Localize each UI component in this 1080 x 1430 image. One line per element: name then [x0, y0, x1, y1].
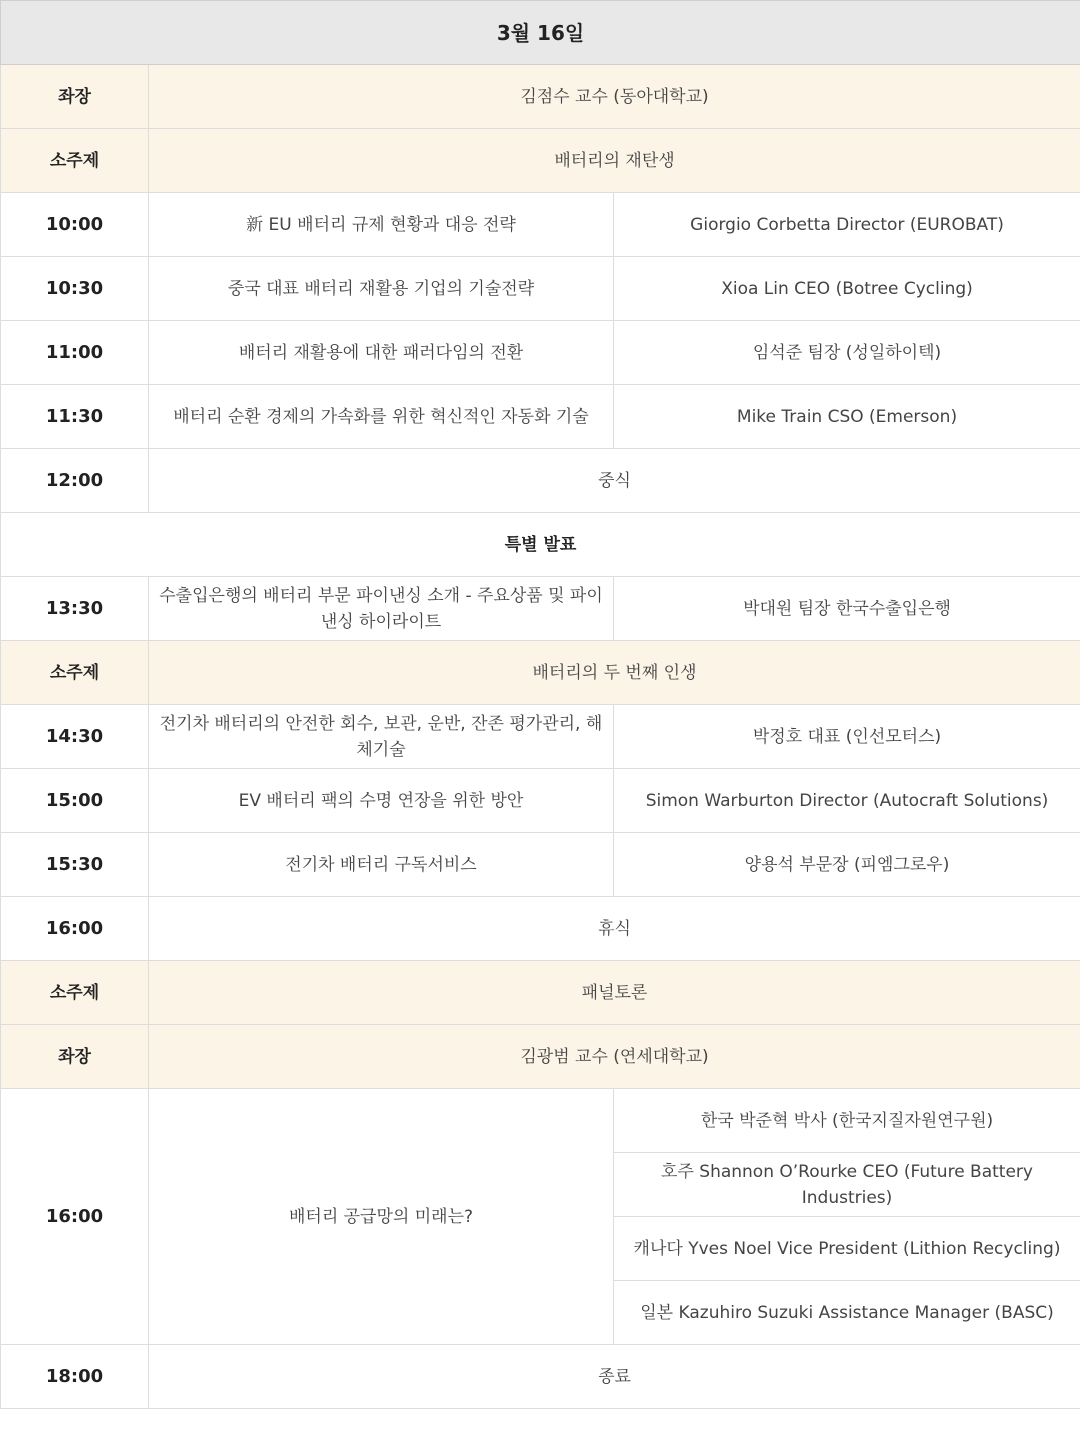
session-time: 14:30 [1, 705, 149, 769]
session-row [1, 321, 1080, 385]
subtopic-label: 소주제 [1, 961, 149, 1025]
session-time: 11:30 [1, 385, 149, 449]
end-row [1, 1345, 1080, 1409]
chair-label: 좌장 [1, 1025, 149, 1089]
session-speaker: 양용석 부문장 (피엠그로우) [614, 833, 1080, 897]
panel-time: 16:00 [1, 1089, 149, 1345]
break-row [1, 897, 1080, 961]
session-title: 전기차 배터리의 안전한 회수, 보관, 운반, 잔존 평가관리, 해체기술 [149, 705, 614, 769]
session-row [1, 257, 1080, 321]
session-row [1, 577, 1080, 641]
subtopic-row [1, 961, 1080, 1025]
session-row [1, 705, 1080, 769]
session-time: 11:00 [1, 321, 149, 385]
session-title: 新 EU 배터리 규제 현황과 대응 전략 [149, 193, 614, 257]
session-row [1, 193, 1080, 257]
session-title: 수출입은행의 배터리 부문 파이낸싱 소개 - 주요상품 및 파이낸싱 하이라이트 [149, 577, 614, 641]
chair-label: 좌장 [1, 65, 149, 129]
session-speaker: Xioa Lin CEO (Botree Cycling) [614, 257, 1080, 321]
subtopic-title: 배터리의 두 번째 인생 [149, 641, 1080, 705]
chair-row [1, 1025, 1080, 1089]
chair-row [1, 65, 1080, 129]
end-time: 18:00 [1, 1345, 149, 1409]
session-speaker: 박대원 팀장 한국수출입은행 [614, 577, 1080, 641]
subtopic-row [1, 129, 1080, 193]
session-title: EV 배터리 팩의 수명 연장을 위한 방안 [149, 769, 614, 833]
panel-title: 배터리 공급망의 미래는? [149, 1089, 614, 1345]
date-header: 3월 16일 [1, 1, 1080, 65]
session-speaker: 박정호 대표 (인선모터스) [614, 705, 1080, 769]
break-time: 16:00 [1, 897, 149, 961]
session-title: 중국 대표 배터리 재활용 기업의 기술전략 [149, 257, 614, 321]
chair-name: 김광범 교수 (연세대학교) [149, 1025, 1080, 1089]
session-title: 전기차 배터리 구독서비스 [149, 833, 614, 897]
session-title: 배터리 재활용에 대한 패러다임의 전환 [149, 321, 614, 385]
subtopic-title: 배터리의 재탄생 [149, 129, 1080, 193]
session-row [1, 385, 1080, 449]
panelist: 호주 Shannon O’Rourke CEO (Future Battery Industries) [614, 1153, 1080, 1217]
session-row [1, 833, 1080, 897]
panelist: 일본 Kazuhiro Suzuki Assistance Manager (BASC) [614, 1281, 1080, 1345]
lunch-label: 중식 [149, 449, 1080, 513]
session-time: 15:30 [1, 833, 149, 897]
end-label: 종료 [149, 1345, 1080, 1409]
session-time: 13:30 [1, 577, 149, 641]
subtopic-label: 소주제 [1, 641, 149, 705]
session-speaker: 임석준 팀장 (성일하이텍) [614, 321, 1080, 385]
session-speaker: Giorgio Corbetta Director (EUROBAT) [614, 193, 1080, 257]
panel-row [1, 1089, 1080, 1153]
panelist: 한국 박준혁 박사 (한국지질자원연구원) [614, 1089, 1080, 1153]
lunch-row [1, 449, 1080, 513]
lunch-time: 12:00 [1, 449, 149, 513]
subtopic-row [1, 641, 1080, 705]
session-time: 10:30 [1, 257, 149, 321]
chair-name: 김점수 교수 (동아대학교) [149, 65, 1080, 129]
special-row [1, 513, 1080, 577]
special-presentation-heading: 특별 발표 [1, 513, 1080, 577]
panelist: 캐나다 Yves Noel Vice President (Lithion Recycling) [614, 1217, 1080, 1281]
session-title: 배터리 순환 경제의 가속화를 위한 혁신적인 자동화 기술 [149, 385, 614, 449]
session-speaker: Mike Train CSO (Emerson) [614, 385, 1080, 449]
subtopic-title: 패널토론 [149, 961, 1080, 1025]
date-header-row [1, 1, 1080, 65]
session-speaker: Simon Warburton Director (Autocraft Solutions) [614, 769, 1080, 833]
break-label: 휴식 [149, 897, 1080, 961]
subtopic-label: 소주제 [1, 129, 149, 193]
session-time: 15:00 [1, 769, 149, 833]
session-row [1, 769, 1080, 833]
session-time: 10:00 [1, 193, 149, 257]
